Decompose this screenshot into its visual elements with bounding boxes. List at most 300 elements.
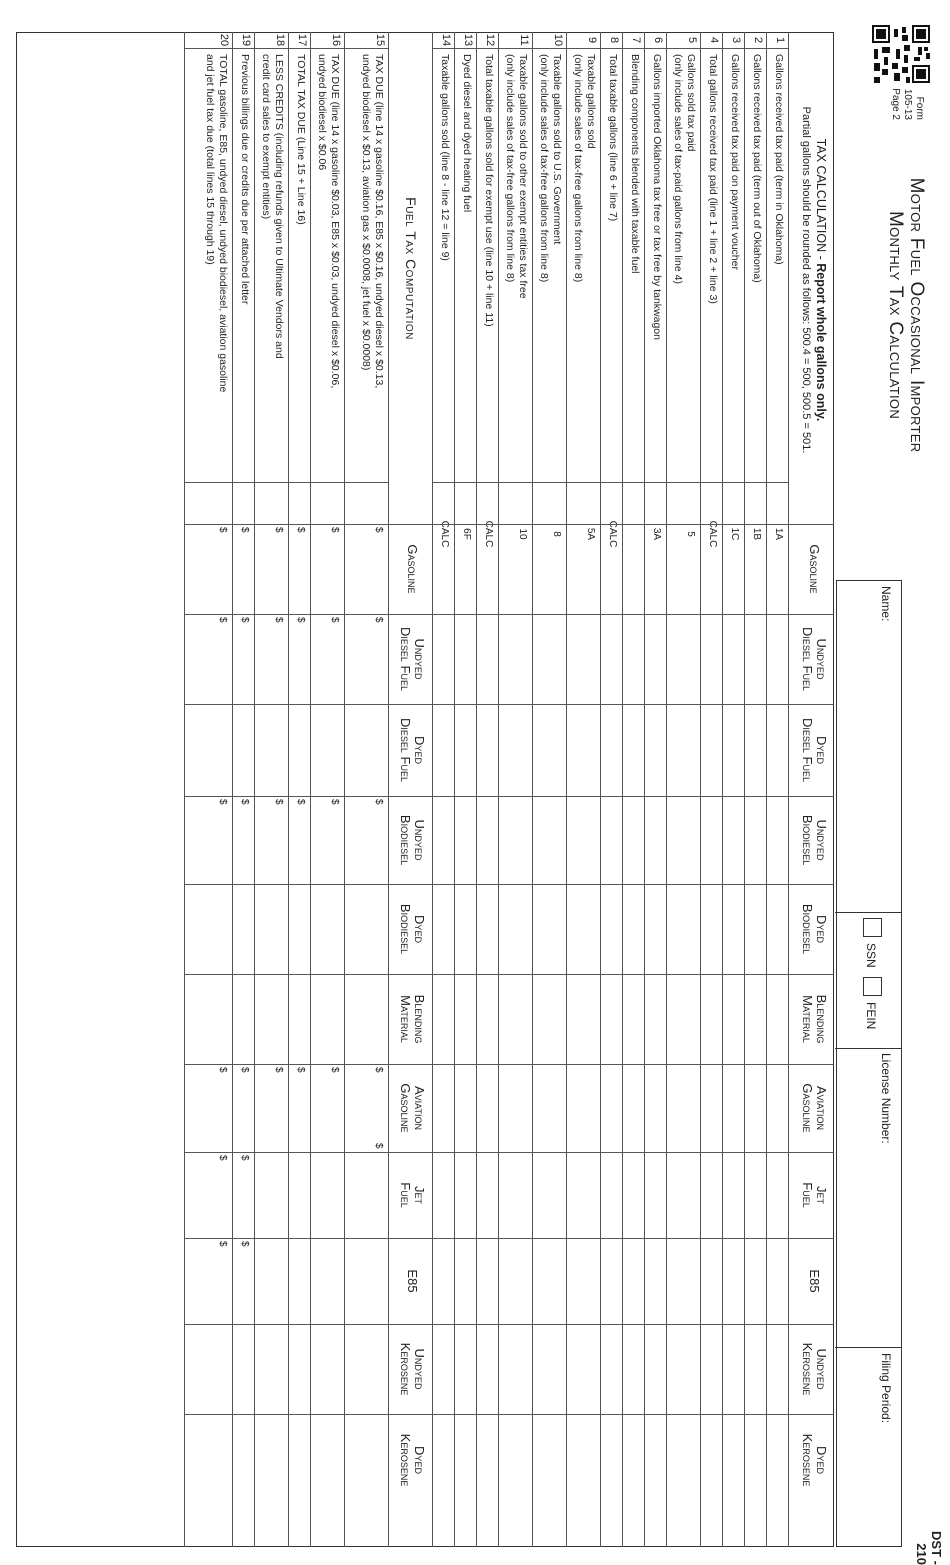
gallons-input-cell[interactable] [722,796,744,884]
tax-amount-cell[interactable] [184,704,232,796]
tax-col-header [398,1324,426,1414]
gallons-input-cell[interactable] [722,974,744,1064]
tax-amount-cell[interactable] [184,614,232,704]
col-header-line1: Dyed [814,736,829,764]
col-header-line1: Undyed [412,1348,427,1390]
gallons-input-cell[interactable] [744,884,766,974]
gallons-col-header [800,1064,828,1152]
gallons-input-cell[interactable] [454,1064,476,1152]
dollar-sign: $ [329,617,340,623]
gallons-input-cell[interactable] [498,1238,532,1324]
tax-amount-cell[interactable] [232,1414,254,1506]
col-header-line1: Dyed [412,736,427,764]
tax-amount-cell[interactable] [232,974,254,1064]
gallons-input-cell[interactable] [600,884,622,974]
tax-amount-cell[interactable] [184,884,232,974]
gallons-input-cell[interactable] [766,796,788,884]
column-divider [184,796,834,797]
tax-amount-cell[interactable] [254,884,288,974]
gallons-input-cell[interactable] [722,704,744,796]
gallons-input-cell[interactable] [666,1064,700,1152]
gallons-input-cell[interactable] [454,704,476,796]
tax-amount-cell[interactable] [232,704,254,796]
gallons-input-cell[interactable] [432,974,454,1064]
tax-amount-cell[interactable] [254,1064,288,1152]
fein-label: FEIN [864,1002,878,1030]
tax-amount-cell[interactable] [310,974,344,1064]
gallons-input-cell[interactable] [566,796,600,884]
gallons-input-cell[interactable] [766,704,788,796]
tax-amount-cell[interactable] [288,1152,310,1238]
gallons-input-cell[interactable] [432,1324,454,1414]
line-code: CALC [439,520,450,548]
gallons-col-header [800,974,828,1064]
tax-amount-cell[interactable] [184,1152,232,1238]
gallons-input-cell[interactable] [722,1324,744,1414]
line-description: Blending components blended with taxable fuel [629,54,641,274]
gallons-input-cell[interactable] [532,974,566,1064]
gallons-input-cell[interactable] [644,1238,666,1324]
tax-amount-cell[interactable] [344,1238,388,1324]
gallons-input-cell[interactable] [666,524,700,614]
gallons-input-cell[interactable] [476,704,498,796]
gallons-input-cell[interactable] [622,1152,644,1238]
gallons-col-header [800,1152,828,1238]
col-header-line1: Blending [412,994,427,1044]
gallons-col-header [807,1238,821,1324]
tax-amount-cell[interactable] [344,796,388,884]
dollar-sign: $ [295,799,306,805]
gallons-input-cell[interactable] [454,524,476,614]
calc-subheading: Partial gallons should be rounded as follows: 500.4 = 500, 500.5 = 501. [800,106,812,454]
gallons-input-cell[interactable] [700,1152,722,1238]
gallons-input-cell[interactable] [476,1064,498,1152]
dollar-sign: $ [239,527,250,533]
tax-amount-cell[interactable] [310,704,344,796]
gallons-input-cell[interactable] [722,1152,744,1238]
gallons-input-cell[interactable] [722,524,744,614]
gallons-input-cell[interactable] [722,1064,744,1152]
gallons-input-cell[interactable] [722,1238,744,1324]
gallons-input-cell[interactable] [722,1414,744,1506]
gallons-input-cell[interactable] [766,974,788,1064]
gallons-input-cell[interactable] [766,524,788,614]
tax-amount-cell[interactable] [310,524,344,614]
dollar-sign: $ [373,799,384,805]
dollar-sign: $ [239,1155,250,1161]
gallons-input-cell[interactable] [766,614,788,704]
tax-amount-cell[interactable] [310,1324,344,1414]
gallons-input-cell[interactable] [432,1238,454,1324]
gallons-input-cell[interactable] [432,1152,454,1238]
gallons-input-cell[interactable] [622,704,644,796]
gallons-input-cell[interactable] [722,614,744,704]
gallons-input-cell[interactable] [600,1414,622,1506]
gallons-input-cell[interactable] [622,796,644,884]
taxpayer-info-box [836,580,902,1547]
tax-amount-cell[interactable] [184,1414,232,1506]
line-description: Total gallons received tax paid (line 1 + line 2 + line 3) [707,54,719,304]
tax-amount-cell[interactable] [344,614,388,704]
tax-amount-cell[interactable] [288,1064,310,1152]
col-header-line2: Kerosene [800,1433,815,1487]
gallons-input-cell[interactable] [700,524,722,614]
tax-amount-cell[interactable] [254,974,288,1064]
tax-amount-cell[interactable] [232,1324,254,1414]
gallons-input-cell[interactable] [744,704,766,796]
gallons-input-cell[interactable] [622,974,644,1064]
table-row [310,32,344,1547]
gallons-input-cell[interactable] [532,1064,566,1152]
gallons-input-cell[interactable] [700,704,722,796]
dollar-sign: $ [273,527,284,533]
dollar-sign: $ [217,527,228,533]
col-header-line2: Gasoline [398,1083,413,1133]
gallons-input-cell[interactable] [498,1152,532,1238]
tax-amount-cell[interactable] [310,1152,344,1238]
gallons-input-cell[interactable] [666,1152,700,1238]
gallons-input-cell[interactable] [666,704,700,796]
calc-heading-bold: Report whole gallons only. [814,263,828,422]
gallons-input-cell[interactable] [566,524,600,614]
gallons-input-cell[interactable] [532,614,566,704]
gallons-input-cell[interactable] [432,704,454,796]
tax-amount-cell[interactable] [310,1064,344,1152]
tax-amount-cell[interactable] [254,524,288,614]
line-description: Taxable gallons sold to U.S. Government (only include sales of tax-free gallons from line 8) [538,54,563,283]
gallons-input-cell[interactable] [454,1238,476,1324]
gallons-input-cell[interactable] [532,524,566,614]
tax-amount-cell[interactable] [254,1414,288,1506]
gallons-input-cell[interactable] [476,1238,498,1324]
tax-amount-cell[interactable] [344,1324,388,1414]
gallons-input-cell[interactable] [476,974,498,1064]
tax-amount-cell[interactable] [310,1238,344,1324]
tax-amount-cell[interactable] [254,614,288,704]
gallons-input-cell[interactable] [498,1414,532,1506]
gallons-input-cell[interactable] [700,1414,722,1506]
gallons-input-cell[interactable] [644,524,666,614]
column-divider [432,482,788,483]
gallons-input-cell[interactable] [700,884,722,974]
gallons-input-cell[interactable] [498,1064,532,1152]
gallons-input-cell[interactable] [498,1324,532,1414]
tax-amount-cell[interactable] [344,1064,388,1152]
gallons-input-cell[interactable] [498,614,532,704]
gallons-input-cell[interactable] [566,884,600,974]
line-number: 3 [723,32,744,49]
gallons-input-cell[interactable] [622,1414,644,1506]
tax-amount-cell[interactable] [288,1238,310,1324]
gallons-input-cell[interactable] [766,1414,788,1506]
gallons-input-cell[interactable] [644,974,666,1064]
gallons-input-cell[interactable] [644,704,666,796]
dollar-sign: $ [239,1067,250,1073]
tax-amount-cell[interactable] [254,796,288,884]
col-header-line1: Jet [412,1185,427,1204]
gallons-input-cell[interactable] [744,974,766,1064]
gallons-input-cell[interactable] [622,1238,644,1324]
gallons-input-cell[interactable] [476,884,498,974]
line-number: 12 [477,32,498,49]
tax-amount-cell[interactable] [288,614,310,704]
gallons-input-cell[interactable] [532,796,566,884]
dollar-sign: $ [273,1067,284,1073]
gallons-input-cell[interactable] [700,974,722,1064]
line-description: Taxable gallons sold (only include sales of tax-free gallons from line 8) [572,54,597,283]
gallons-input-cell[interactable] [566,614,600,704]
tax-amount-cell[interactable] [344,524,388,614]
gallons-input-cell[interactable] [600,796,622,884]
gallons-input-cell[interactable] [498,974,532,1064]
tax-amount-cell[interactable] [232,796,254,884]
gallons-input-cell[interactable] [532,1152,566,1238]
line-description: LESS CREDITS (including refunds given to Ultimate Vendors and credit card sales to exempt entities) [260,54,285,359]
gallons-input-cell[interactable] [622,884,644,974]
gallons-input-cell[interactable] [476,796,498,884]
tax-amount-cell[interactable] [288,796,310,884]
col-header-line1: Gasoline [807,544,822,594]
gallons-input-cell[interactable] [644,614,666,704]
line-number: 13 [455,32,476,49]
gallons-input-cell[interactable] [498,796,532,884]
gallons-input-cell[interactable] [744,1324,766,1414]
gallons-input-cell[interactable] [432,1064,454,1152]
tax-amount-cell[interactable] [344,1143,388,1238]
tax-amount-cell[interactable] [344,884,388,974]
gallons-input-cell[interactable] [666,796,700,884]
gallons-input-cell[interactable] [600,614,622,704]
line-description: Dyed diesel and dyed heating fuel [461,54,473,213]
col-header-line1: Undyed [412,819,427,861]
gallons-input-cell[interactable] [644,884,666,974]
gallons-input-cell[interactable] [644,1324,666,1414]
gallons-input-cell[interactable] [566,704,600,796]
tax-amount-cell[interactable] [184,974,232,1064]
gallons-input-cell[interactable] [644,796,666,884]
gallons-input-cell[interactable] [622,524,644,614]
tax-amount-cell[interactable] [184,1238,232,1324]
gallons-input-cell[interactable] [744,1414,766,1506]
tax-amount-cell[interactable] [310,1414,344,1506]
tax-amount-cell[interactable] [288,524,310,614]
gallons-input-cell[interactable] [498,884,532,974]
gallons-input-cell[interactable] [476,524,498,614]
line-description: Taxable gallons sold to other exempt entities tax free (only include sales of tax-free gallons from line 8) [504,54,529,299]
gallons-input-cell[interactable] [432,1414,454,1506]
gallons-input-cell[interactable] [744,524,766,614]
calc-heading-text: TAX CALCULATION - [814,138,828,264]
line-description: Gallons received tax paid on payment voucher [729,54,741,270]
gallons-input-cell[interactable] [454,796,476,884]
gallons-input-cell[interactable] [622,614,644,704]
tax-amount-cell[interactable] [288,1324,310,1414]
gallons-input-cell[interactable] [532,884,566,974]
tax-amount-cell[interactable] [184,524,232,614]
line-code: 5 [685,531,696,537]
tax-amount-cell[interactable] [288,884,310,974]
gallons-input-cell[interactable] [476,1324,498,1414]
gallons-input-cell[interactable] [476,1152,498,1238]
tax-amount-cell[interactable] [288,704,310,796]
tax-amount-cell[interactable] [184,1064,232,1152]
gallons-input-cell[interactable] [566,1238,600,1324]
tax-amount-cell[interactable] [254,704,288,796]
gallons-input-cell[interactable] [600,1064,622,1152]
tax-amount-cell[interactable] [288,1414,310,1506]
tax-amount-cell[interactable] [232,1152,254,1238]
gallons-input-cell[interactable] [600,1324,622,1414]
fein-checkbox[interactable] [863,977,882,996]
ssn-checkbox[interactable] [863,918,882,937]
gallons-input-cell[interactable] [644,1414,666,1506]
gallons-input-cell[interactable] [766,1064,788,1152]
gallons-input-cell[interactable] [666,974,700,1064]
gallons-input-cell[interactable] [600,974,622,1064]
line-number: 1 [767,32,788,49]
tax-amount-cell[interactable] [254,1324,288,1414]
table-row [666,32,700,1547]
gallons-input-cell[interactable] [532,704,566,796]
gallons-input-cell[interactable] [622,1064,644,1152]
gallons-input-cell[interactable] [766,1238,788,1324]
gallons-input-cell[interactable] [476,1414,498,1506]
table-row [232,32,254,1547]
col-header-line2: Fuel [800,1182,815,1208]
gallons-input-cell[interactable] [454,1324,476,1414]
dollar-sign: $ [217,1155,228,1161]
line-code: 3A [651,527,662,541]
gallons-input-cell[interactable] [532,1324,566,1414]
tax-amount-cell[interactable] [254,1152,288,1238]
gallons-input-cell[interactable] [700,1064,722,1152]
dollar-sign: $ [217,1067,228,1073]
line-description: Total taxable gallons (line 6 + line 7) [607,54,619,222]
gallons-input-cell[interactable] [476,614,498,704]
tax-amount-cell[interactable] [310,884,344,974]
gallons-input-cell[interactable] [532,1238,566,1324]
gallons-input-cell[interactable] [644,1064,666,1152]
gallons-input-cell[interactable] [600,1238,622,1324]
dollar-sign: $ [295,617,306,623]
tax-amount-cell[interactable] [232,1238,254,1324]
gallons-input-cell[interactable] [600,1152,622,1238]
col-header-line2: Diesel Fuel [800,627,815,691]
gallons-input-cell[interactable] [454,884,476,974]
tax-amount-cell[interactable] [184,796,232,884]
dollar-sign: $ [217,799,228,805]
gallons-input-cell[interactable] [532,1414,566,1506]
gallons-input-cell[interactable] [744,1064,766,1152]
tax-amount-cell[interactable] [184,1324,232,1414]
line-description: Gallons sold tax paid (only include sales of tax-paid gallons from line 4) [672,54,697,284]
gallons-input-cell[interactable] [766,1152,788,1238]
gallons-input-cell[interactable] [566,1064,600,1152]
dollar-sign: $ [329,799,340,805]
gallons-input-cell[interactable] [454,614,476,704]
tax-amount-cell[interactable] [344,974,388,1064]
gallons-input-cell[interactable] [432,884,454,974]
gallons-input-cell[interactable] [722,884,744,974]
tax-amount-cell[interactable] [232,614,254,704]
line-code: CALC [607,520,618,548]
gallons-input-cell[interactable] [566,1414,600,1506]
table-row [254,32,288,1547]
tax-col-header [398,1064,426,1152]
tax-amount-cell[interactable] [288,974,310,1064]
tax-amount-cell[interactable] [310,796,344,884]
form-code: DST - 210 [914,1531,944,1565]
gallons-input-cell[interactable] [700,796,722,884]
gallons-input-cell[interactable] [700,1238,722,1324]
line-number: 11 [499,32,532,49]
gallons-input-cell[interactable] [700,614,722,704]
gallons-input-cell[interactable] [498,524,532,614]
tax-amount-cell[interactable] [310,614,344,704]
gallons-input-cell[interactable] [744,1238,766,1324]
column-divider [184,1324,834,1325]
tax-amount-cell[interactable] [254,1238,288,1324]
col-header-line1: Jet [814,1185,829,1204]
gallons-input-cell[interactable] [454,1152,476,1238]
title-line-2: Monthly Tax Calculation [885,210,906,420]
gallons-input-cell[interactable] [432,614,454,704]
gallons-input-cell[interactable] [744,796,766,884]
gallons-input-cell[interactable] [766,1324,788,1414]
col-header-line1: Undyed [412,638,427,680]
gallons-input-cell[interactable] [666,1238,700,1324]
tax-col-header [398,884,426,974]
line-number: 15 [345,32,388,49]
gallons-input-cell[interactable] [454,1414,476,1506]
line-description: Gallons received tax paid (term out of Oklahoma) [751,54,763,283]
gallons-input-cell[interactable] [566,1324,600,1414]
gallons-input-cell[interactable] [432,524,454,614]
gallons-input-cell[interactable] [454,974,476,1064]
col-header-line2: Fuel [398,1182,413,1208]
gallons-input-cell[interactable] [766,884,788,974]
tax-amount-cell[interactable] [232,524,254,614]
gallons-input-cell[interactable] [666,1324,700,1414]
gallons-input-cell[interactable] [666,614,700,704]
gallons-input-cell[interactable] [666,884,700,974]
gallons-input-cell[interactable] [600,524,622,614]
table-row [744,32,766,1547]
col-header-line1: Dyed [814,915,829,943]
gallons-input-cell[interactable] [566,1152,600,1238]
gallons-input-cell[interactable] [644,1152,666,1238]
name-label: Name: [879,586,893,622]
tax-amount-cell[interactable] [232,884,254,974]
gallons-input-cell[interactable] [744,1152,766,1238]
gallons-input-cell[interactable] [700,1324,722,1414]
col-header-line2: Diesel Fuel [800,718,815,782]
tax-amount-cell[interactable] [344,1414,388,1506]
line-number: 6 [645,32,666,49]
gallons-input-cell[interactable] [498,704,532,796]
gallons-input-cell[interactable] [666,1414,700,1506]
form-id-block [889,80,925,120]
gallons-input-cell[interactable] [600,704,622,796]
gallons-input-cell[interactable] [744,614,766,704]
gallons-input-cell[interactable] [566,974,600,1064]
filing-period-label: Filing Period: [879,1353,893,1424]
tax-amount-cell[interactable] [344,704,388,796]
line-number: 2 [745,32,766,49]
gallons-input-cell[interactable] [622,1324,644,1414]
gallons-input-cell[interactable] [432,796,454,884]
tax-amount-cell[interactable] [232,1064,254,1152]
